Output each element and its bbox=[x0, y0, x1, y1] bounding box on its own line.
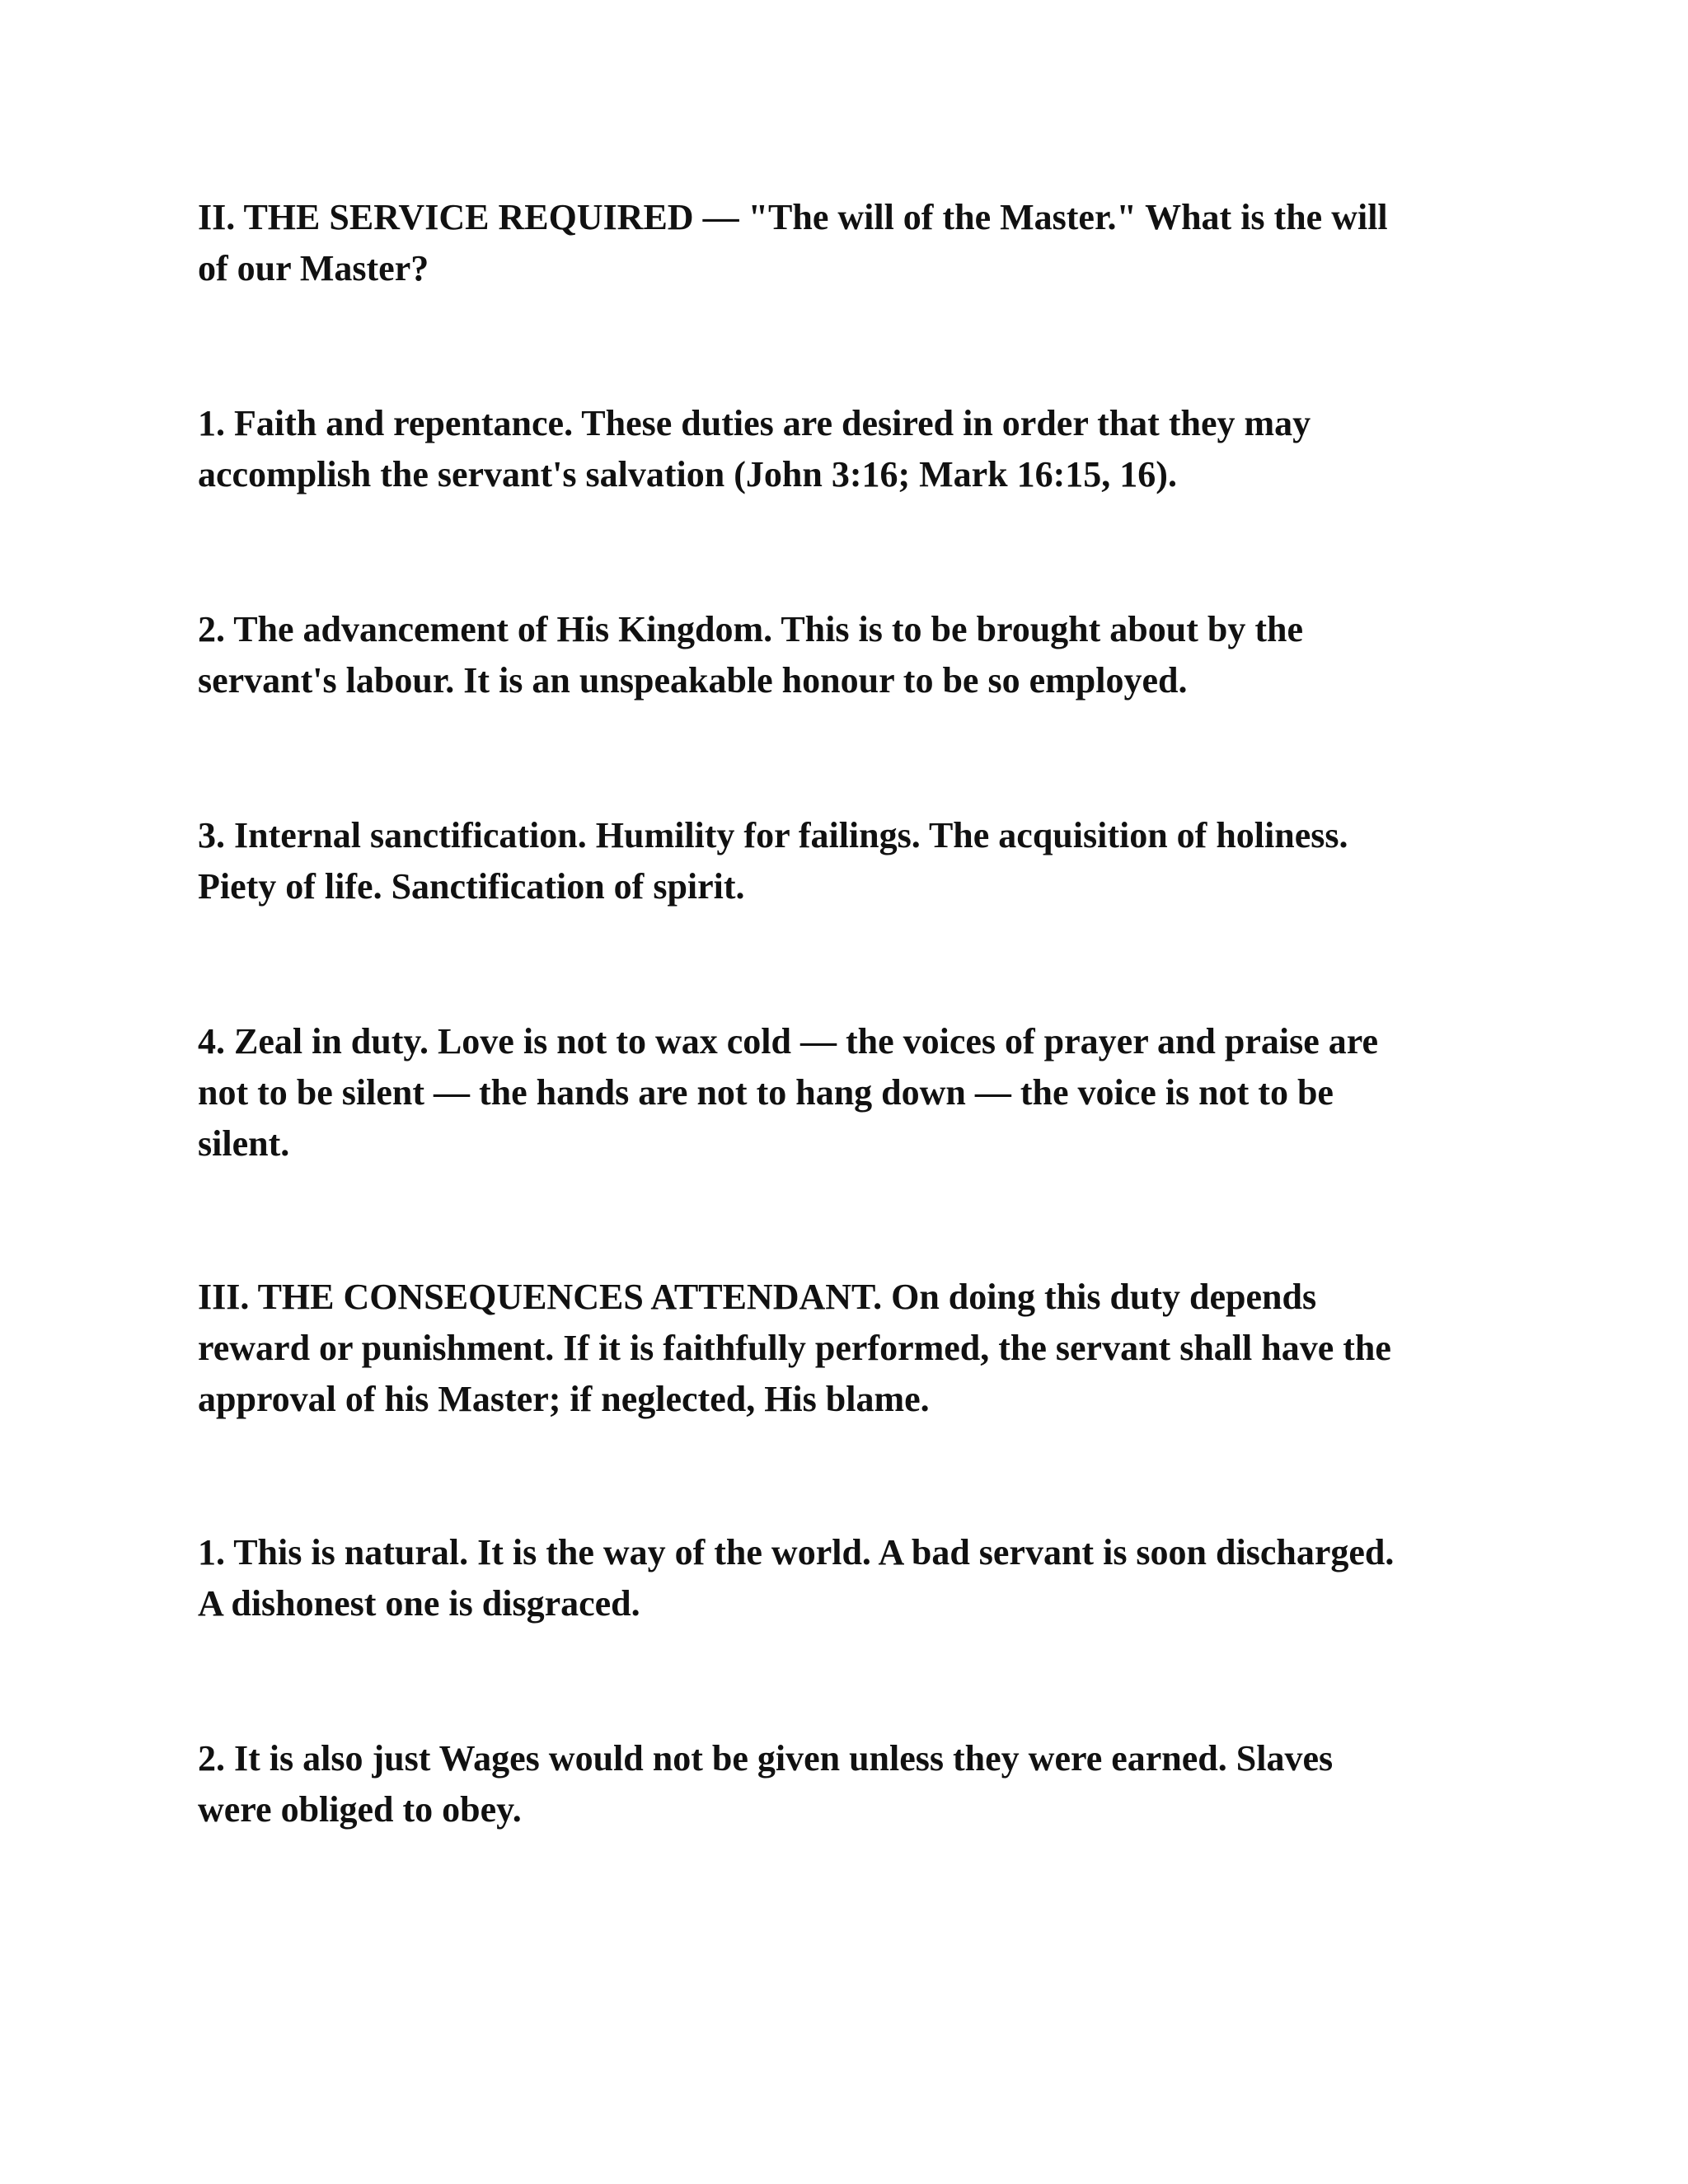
section-heading-service-required: II. THE SERVICE REQUIRED — "The will of the Master." What is the will of our Master? bbox=[198, 197, 1388, 288]
section-heading-consequences-attendant: III. THE CONSEQUENCES ATTENDANT. On doing this duty depends reward or punishment. If it is faithfully performed, the servant shall have the approval of his Master; if neglected, His blame. bbox=[198, 1277, 1391, 1419]
list-item-advancement-kingdom: 2. The advancement of His Kingdom. This is to be brought about by the servant's labour. It is an unspeakable honour to be so employed. bbox=[198, 609, 1304, 701]
list-item-natural: 1. This is natural. It is the way of the world. A bad servant is soon discharged. A dishonest one is disgraced. bbox=[198, 1532, 1395, 1624]
list-item-zeal-in-duty: 4. Zeal in duty. Love is not to wax cold — the voices of prayer and praise are not to be silent — the hands are not to hang down — the voice is not to be silent. bbox=[198, 1021, 1379, 1164]
list-item-faith-repentance: 1. Faith and repentance. These duties are desired in order that they may accomplish the servant's salvation (John 3:16; Mark 16:15, 16). bbox=[198, 403, 1311, 494]
list-item-also-just: 2. It is also just Wages would not be given unless they were earned. Slaves were obliged to obey. bbox=[198, 1738, 1334, 1830]
list-item-internal-sanctification: 3. Internal sanctification. Humility for failings. The acquisition of holiness. Piety of life. Sanctification of spirit. bbox=[198, 815, 1348, 907]
